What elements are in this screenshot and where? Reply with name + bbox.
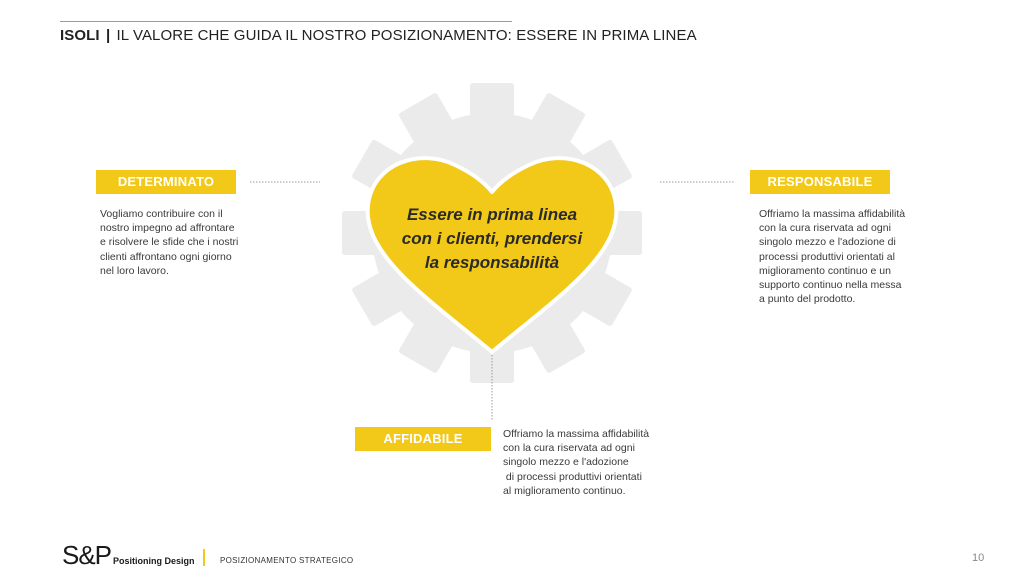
title-text: IL VALORE CHE GUIDA IL NOSTRO POSIZIONAMENTO: ESSERE IN PRIMA LINEA — [116, 27, 697, 44]
title-separator: | — [105, 27, 111, 44]
text-line: a punto del prodotto. — [759, 293, 856, 306]
text-line: singolo mezzo e l'adozione — [503, 456, 629, 469]
text-line: nel loro lavoro. — [100, 264, 169, 277]
tag-affidabile: AFFIDABILE — [355, 427, 491, 451]
text-line: singolo mezzo e l'adozione di — [759, 236, 896, 249]
text-line: nostro impegno ad affrontare — [100, 222, 235, 235]
text-line: di processi produttivi orientati — [503, 470, 642, 483]
text-line: miglioramento continuo e un — [759, 264, 891, 277]
text-line: clienti affrontano ogni giorno — [100, 250, 232, 263]
text-line: Offriamo la massima affidabilità — [503, 428, 650, 440]
footer-tagline: Positioning Design — [113, 556, 195, 566]
text-line: al miglioramento continuo. — [503, 484, 626, 497]
text-line: e risolvere le sfide che i nostri — [100, 236, 239, 249]
text-line: supporto continuo nella messa — [759, 279, 902, 292]
heart-line: la responsabilità — [424, 253, 560, 272]
text-line: Vogliamo contribuire con il — [100, 208, 223, 220]
text-line: processi produttivi orientati al — [759, 250, 895, 263]
footer-section-label: POSIZIONAMENTO STRATEGICO — [220, 556, 354, 565]
text-determinato — [100, 207, 270, 278]
page-number: 10 — [972, 552, 985, 564]
text-affidabile — [503, 427, 683, 498]
heart-line: con i clienti, prendersi — [401, 229, 583, 248]
tag-responsabile: RESPONSABILE — [750, 170, 890, 194]
text-line: con la cura riservata ad ogni — [503, 442, 635, 455]
heart-line: Essere in prima linea — [406, 205, 578, 224]
text-line: con la cura riservata ad ogni — [759, 222, 891, 235]
heart-statement — [392, 203, 592, 275]
text-line: Offriamo la massima affidabilità — [759, 208, 906, 220]
text-responsabile — [759, 207, 939, 306]
tag-determinato: DETERMINATO — [96, 170, 236, 194]
title-brand: ISOLI — [60, 27, 100, 44]
footer-logo: S&P — [62, 540, 112, 570]
footer-divider — [203, 549, 205, 566]
